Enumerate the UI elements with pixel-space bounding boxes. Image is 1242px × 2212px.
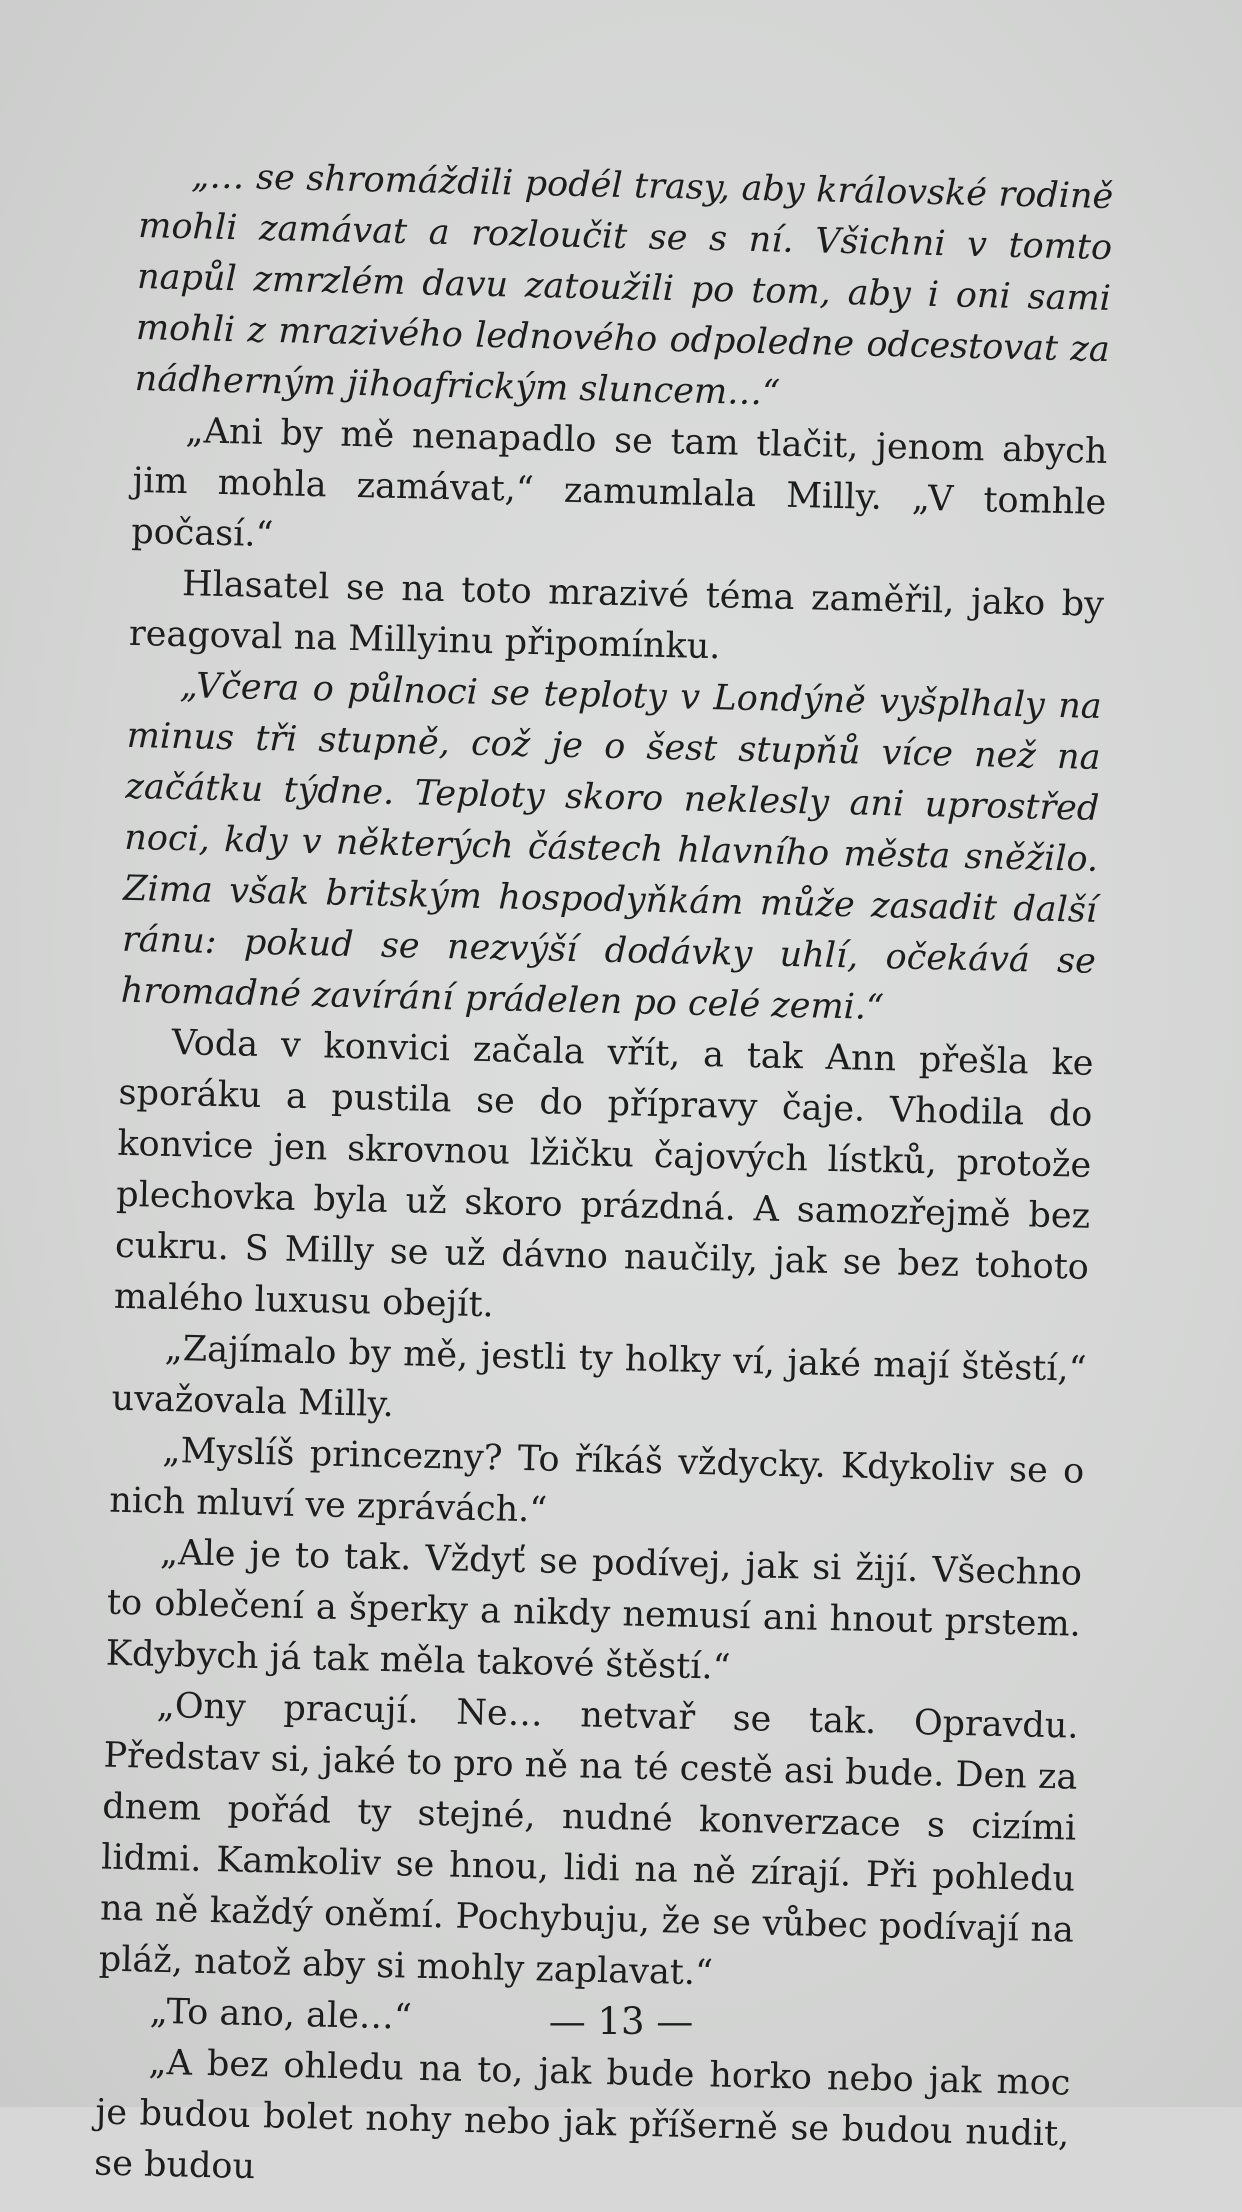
paragraph-radio-broadcast-1: „… se shromáždili podél trasy, aby královské rodině mohli zamávat a rozloučit se s ní. Všichni v tomto napůl zmrzlém davu zatoužili po tom, aby i oni sami mohli z mrazivého lednového odpoledne odcestovat za nádherným jihoafrickým sluncem…“ [134, 156, 1114, 414]
paragraph-regardless: „A bez ohledu na to, jak bude horko nebo jak moc je budou bolet nohy nebo jak příšerně se budou nudit, se budou [93, 2042, 1071, 2188]
paragraph-princesses: „Myslíš princezny? To říkáš vždycky. Kdykoliv se o nich mluví ve zprávách.“ [108, 1430, 1085, 1531]
paragraph-milly-wonder: „Zajímalo by mě, jestli ty holky ví, jaké mají štěstí,“ uvažovala Milly. [111, 1328, 1088, 1426]
paragraph-radio-broadcast-2: „Včera o půlnoci se teploty v Londýně vyšplhaly na minus tři stupně, což je o šest stupňů více než na začátku týdne. Teploty skoro neklesly ani uprostřed noci, kdy v některých částech hlavního města sněžilo. Zima však britským hospodyňkám může zasadit další ránu: pokud se nezvýší dodávky uhlí, očekává se hromadné zavírání prádelen po celé zemi.“ [120, 666, 1103, 1029]
page-number: — 13 — [548, 2000, 694, 2043]
paragraph-milly-reply: „Ani by mě nenapadlo se tam tlačit, jenom abych jim mohla zamávat,“ zamumlala Milly. „V tomhle počasí.“ [130, 411, 1108, 556]
paragraph-yes-but: „To ano, ale…“ [149, 1991, 413, 2038]
body-text [94, 150, 1114, 2212]
paragraph-announcer: Hlasatel se na toto mrazivé téma zaměřil, jako by reagoval na Millyinu připomínku. [128, 564, 1105, 668]
paragraph-luck: „Ale je to tak. Vždyť se podívej, jak si žijí. Všechno to oblečení a šperky a nikdy nemusí ani hnout prstem. Kdybych já tak měla takové štěstí.“ [105, 1532, 1083, 1688]
paragraph-they-work: „Ony pracují. Ne… netvař se tak. Opravdu. Představ si, jaké to pro ně na té cestě asi bude. Den za dnem pořád ty stejné, nudné konverzace s cizími lidmi. Kamkoliv se hnou, lidi na ně zírají. Při pohledu na ně každý oněmí. Pochybuju, že se vůbec podívají na pláž, natož aby si mohly zaplavat.“ [98, 1685, 1079, 1994]
paragraph-tea: Voda v konvici začala vřít, a tak Ann přešla ke sporáku a pustila se do přípravy čaje. Vhodila do konvice jen skrovnou lžičku čajových lístků, protože plechovka byla už skoro prázdná. A samozřejmě bez cukru. S Milly se už dávno naučily, jak se bez tohoto malého luxusu obejít. [113, 1022, 1094, 1326]
